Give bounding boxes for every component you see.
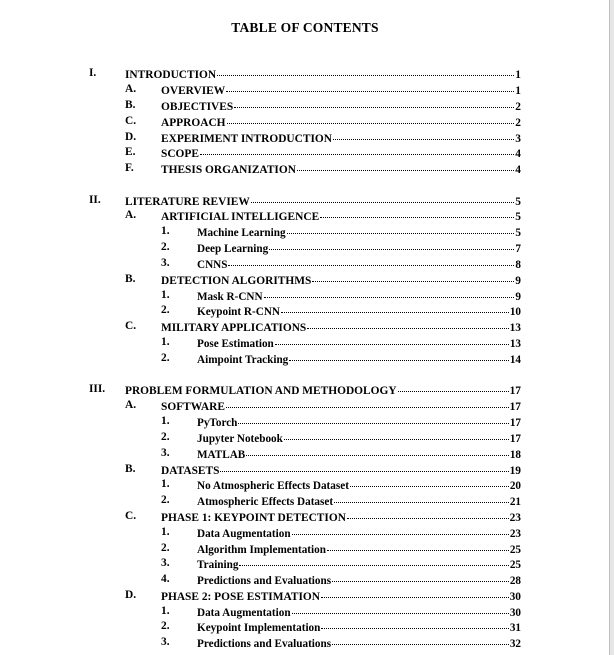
- toc-entry-title: Keypoint Implementation: [197, 622, 321, 634]
- toc-entry-title: Mask R-CNN: [197, 291, 263, 303]
- toc-entry-number: 1.: [161, 478, 170, 490]
- toc-entry-title: SOFTWARE: [161, 401, 225, 413]
- toc-entry-page-number: 20: [509, 480, 521, 492]
- toc-entry-number: A.: [125, 399, 137, 411]
- dot-leader: [251, 191, 515, 203]
- toc-entry-number: D.: [125, 131, 137, 143]
- toc-entry-number: 2.: [161, 431, 170, 443]
- toc-entry-title: Aimpoint Tracking: [197, 354, 289, 366]
- toc-entry-title: DETECTION ALGORITHMS: [161, 275, 312, 287]
- toc-entry-title: Data Augmentation: [197, 607, 291, 619]
- dot-leader: [321, 617, 508, 629]
- toc-entry-number: 4.: [161, 573, 170, 585]
- toc-entry-page-number: 4: [515, 148, 521, 160]
- toc-entry[interactable]: [197, 635, 521, 651]
- toc-entry-page-number: 8: [515, 259, 521, 271]
- toc-entry-number: C.: [125, 510, 137, 522]
- toc-entry-number: E.: [125, 146, 136, 158]
- dot-leader: [327, 539, 509, 551]
- dot-leader: [234, 96, 514, 108]
- toc-entry-number: A.: [125, 209, 137, 221]
- toc-entry-page-number: 2: [515, 101, 521, 113]
- toc-entry-page-number: 17: [509, 433, 521, 445]
- toc-entry-title: OBJECTIVES: [161, 101, 234, 113]
- dot-leader: [297, 159, 514, 171]
- toc-entry-page-number: 17: [509, 401, 521, 413]
- toc-entry-number: B.: [125, 99, 136, 111]
- dot-leader: [226, 80, 514, 92]
- toc-entry-page-number: 23: [509, 512, 521, 524]
- toc-entry-number: 3.: [161, 447, 170, 459]
- toc-entry-number: 1.: [161, 289, 170, 301]
- toc-entry-page-number: 9: [515, 291, 521, 303]
- dot-leader: [284, 428, 509, 440]
- toc-entry-title: Atmospheric Effects Dataset: [197, 496, 334, 508]
- toc-entry-page-number: 25: [509, 544, 521, 556]
- toc-entry-title: APPROACH: [161, 117, 226, 129]
- toc-entry-page-number: 21: [509, 496, 521, 508]
- toc-entry-page-number: 25: [509, 559, 521, 571]
- dot-leader: [398, 380, 509, 392]
- toc-entry-title: Predictions and Evaluations: [197, 575, 332, 587]
- toc-entry-page-number: 23: [509, 528, 521, 540]
- toc-entry-page-number: 4: [515, 164, 521, 176]
- toc-entry-page-number: 3: [515, 133, 521, 145]
- toc-entry-number: 2.: [161, 304, 170, 316]
- page-title: TABLE OF CONTENTS: [231, 20, 379, 35]
- toc-entry-page-number: 1: [515, 69, 521, 81]
- toc-entry-page-number: 7: [515, 243, 521, 255]
- toc-entry-number: 1.: [161, 605, 170, 617]
- toc-entry-number: 2.: [161, 494, 170, 506]
- dot-leader: [292, 602, 509, 614]
- dot-leader: [269, 238, 514, 250]
- toc-entry-page-number: 17: [509, 385, 521, 397]
- toc-entry-page-number: 30: [509, 591, 521, 603]
- toc-entry-title: Keypoint R-CNN: [197, 306, 280, 318]
- toc-entry-number: 3.: [161, 557, 170, 569]
- toc-entry-title: Algorithm Implementation: [197, 544, 326, 556]
- toc-entry-page-number: 18: [509, 449, 521, 461]
- dot-leader: [246, 444, 509, 456]
- toc-entry-number: 2.: [161, 620, 170, 632]
- toc-entry-page-number: 2: [515, 117, 521, 129]
- toc-entry-number: 2.: [161, 542, 170, 554]
- dot-leader: [292, 523, 509, 535]
- dot-leader: [275, 333, 509, 345]
- toc-entry-title: Data Augmentation: [197, 528, 291, 540]
- toc-entry-title: MILITARY APPLICATIONS: [161, 322, 307, 334]
- toc-entry-title: Predictions and Evaluations: [197, 638, 332, 650]
- toc-entry-title: MATLAB: [197, 449, 246, 461]
- dot-leader: [217, 64, 514, 76]
- dot-leader: [307, 317, 508, 329]
- dot-leader: [332, 570, 509, 582]
- toc-entry-number: 2.: [161, 352, 170, 364]
- toc-entry-title: DATASETS: [161, 465, 220, 477]
- toc-entry-page-number: 31: [509, 622, 521, 634]
- toc-entry-title: PHASE 1: KEYPOINT DETECTION: [161, 512, 346, 524]
- toc-entry-page-number: 19: [509, 465, 521, 477]
- dot-leader: [334, 491, 509, 503]
- dot-leader: [350, 475, 509, 487]
- toc-entry-number: 1.: [161, 225, 170, 237]
- toc-entry-page-number: 1: [515, 85, 521, 97]
- toc-entry-page-number: 13: [509, 322, 521, 334]
- toc-entry-title: Pose Estimation: [197, 338, 274, 350]
- toc-entry-page-number: 13: [509, 338, 521, 350]
- toc-entry-page-number: 5: [515, 211, 521, 223]
- toc-entry-page-number: 9: [515, 275, 521, 287]
- toc-entry-number: B.: [125, 463, 136, 475]
- toc-entry-number: III.: [89, 383, 106, 395]
- toc-entry-page-number: 14: [509, 354, 521, 366]
- toc-entry-title: OVERVIEW: [161, 85, 226, 97]
- toc-entry-page-number: 17: [509, 417, 521, 429]
- toc-entry-title: INTRODUCTION: [125, 69, 217, 81]
- dot-leader: [281, 301, 509, 313]
- toc-entry-number: C.: [125, 115, 137, 127]
- toc-entry-title: THESIS ORGANIZATION: [161, 164, 296, 176]
- toc-entry-title: LITERATURE REVIEW: [125, 196, 250, 208]
- dot-leader: [220, 460, 508, 472]
- toc-entry-number: II.: [89, 194, 101, 206]
- dot-leader: [238, 412, 508, 424]
- dot-leader: [321, 586, 509, 598]
- toc-entry-title: PROBLEM FORMULATION AND METHODOLOGY: [125, 385, 397, 397]
- dot-leader: [226, 396, 509, 408]
- toc-entry-title: ARTIFICIAL INTELLIGENCE: [161, 211, 320, 223]
- toc-entry-title: Training: [197, 559, 239, 571]
- toc-entry[interactable]: [161, 161, 521, 177]
- dot-leader: [200, 143, 514, 155]
- toc-entry-number: A.: [125, 83, 137, 95]
- toc-entry-title: Deep Learning: [197, 243, 269, 255]
- toc-entry-title: Jupyter Notebook: [197, 433, 283, 445]
- dot-leader: [264, 286, 515, 298]
- toc-entry-number: I.: [89, 67, 97, 79]
- toc-entry[interactable]: [197, 351, 521, 367]
- toc-entry-title: EXPERIMENT INTRODUCTION: [161, 133, 332, 145]
- toc-entry-title: PyTorch: [197, 417, 238, 429]
- toc-entry-title: No Atmospheric Effects Dataset: [197, 480, 349, 492]
- dot-leader: [227, 112, 515, 124]
- dot-leader: [287, 222, 515, 234]
- dot-leader: [347, 507, 509, 519]
- toc-entry-number: 3.: [161, 257, 170, 269]
- toc-entry-page-number: 28: [509, 575, 521, 587]
- toc-entry-number: F.: [125, 162, 134, 174]
- toc-entry-number: 1.: [161, 336, 170, 348]
- dot-leader: [289, 349, 509, 361]
- dot-leader: [320, 206, 514, 218]
- toc-entry-number: C.: [125, 320, 137, 332]
- toc-entry-number: 1.: [161, 526, 170, 538]
- dot-leader: [333, 128, 514, 140]
- toc-entry-number: B.: [125, 273, 136, 285]
- toc-entry-number: 3.: [161, 636, 170, 648]
- toc-entry-page-number: 30: [509, 607, 521, 619]
- toc-entry-number: D.: [125, 589, 137, 601]
- toc-entry-page-number: 32: [509, 638, 521, 650]
- dot-leader: [228, 254, 514, 266]
- toc-entry-number: 2.: [161, 241, 170, 253]
- dot-leader: [239, 554, 508, 566]
- toc-entry-title: Machine Learning: [197, 227, 286, 239]
- dot-leader: [312, 270, 514, 282]
- toc-entry-number: 1.: [161, 415, 170, 427]
- toc-entry-page-number: 5: [515, 227, 521, 239]
- toc-entry-page-number: 5: [515, 196, 521, 208]
- toc-entry-title: CNNS: [197, 259, 228, 271]
- dot-leader: [332, 633, 509, 645]
- toc-entry-title: SCOPE: [161, 148, 199, 160]
- toc-entry-title: PHASE 2: POSE ESTIMATION: [161, 591, 320, 603]
- toc-entry-page-number: 10: [509, 306, 521, 318]
